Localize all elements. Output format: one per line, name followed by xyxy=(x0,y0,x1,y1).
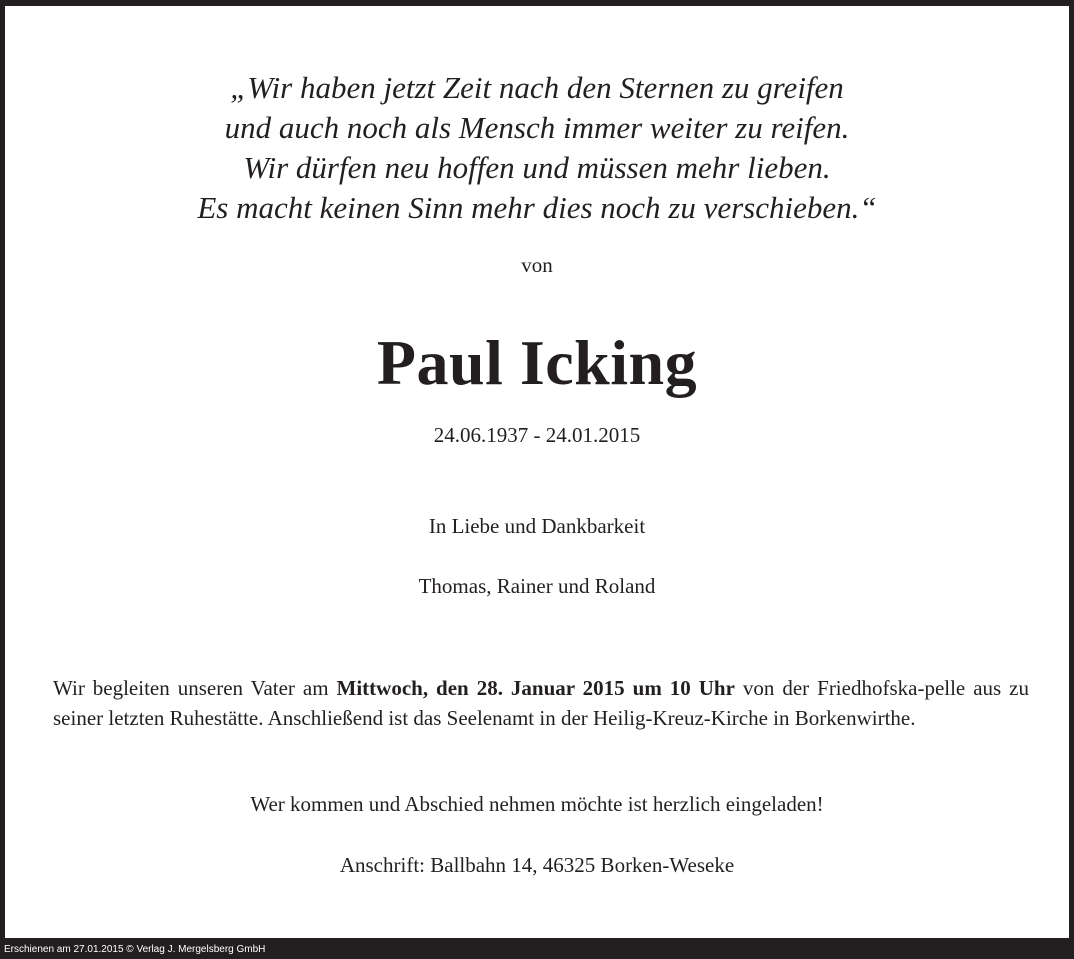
dedication-text: In Liebe und Dankbarkeit xyxy=(428,514,646,538)
obituary-card xyxy=(5,6,1069,938)
funeral-details xyxy=(53,673,1029,733)
deceased-name: Paul Icking xyxy=(376,327,698,398)
poem-quote xyxy=(5,68,1069,228)
quote-line: und auch noch als Mensch immer weiter zu reifen. xyxy=(224,110,850,145)
publication-footer: Erschienen am 27.01.2015 © Verlag J. Mergelsberg GmbH xyxy=(4,944,266,955)
family-names: Thomas, Rainer und Roland xyxy=(418,574,656,598)
quote-line: Wir dürfen neu hoffen und müssen mehr lieben. xyxy=(243,150,831,185)
from-word: von xyxy=(521,253,553,277)
life-dates: 24.06.1937 - 24.01.2015 xyxy=(433,423,641,447)
address-text: Anschrift: Ballbahn 14, 46325 Borken-Weseke xyxy=(339,853,735,877)
funeral-date: Mittwoch, den 28. Januar 2015 um 10 Uhr xyxy=(336,676,735,700)
invitation-text: Wer kommen und Abschied nehmen möchte ist herzlich eingeladen! xyxy=(250,792,824,816)
quote-line: „Wir haben jetzt Zeit nach den Sternen zu greifen xyxy=(230,70,844,105)
funeral-text-before: Wir begleiten unseren Vater am xyxy=(53,676,337,700)
quote-line: Es macht keinen Sinn mehr dies noch zu verschieben.“ xyxy=(197,190,877,225)
funeral-text-after: von der Friedhofska-pelle aus zu seiner letzten Ruhestätte. Anschließend ist das Seelenamt in der Heilig-Kreuz-Kirche in Borkenwirthe. xyxy=(53,676,1030,730)
